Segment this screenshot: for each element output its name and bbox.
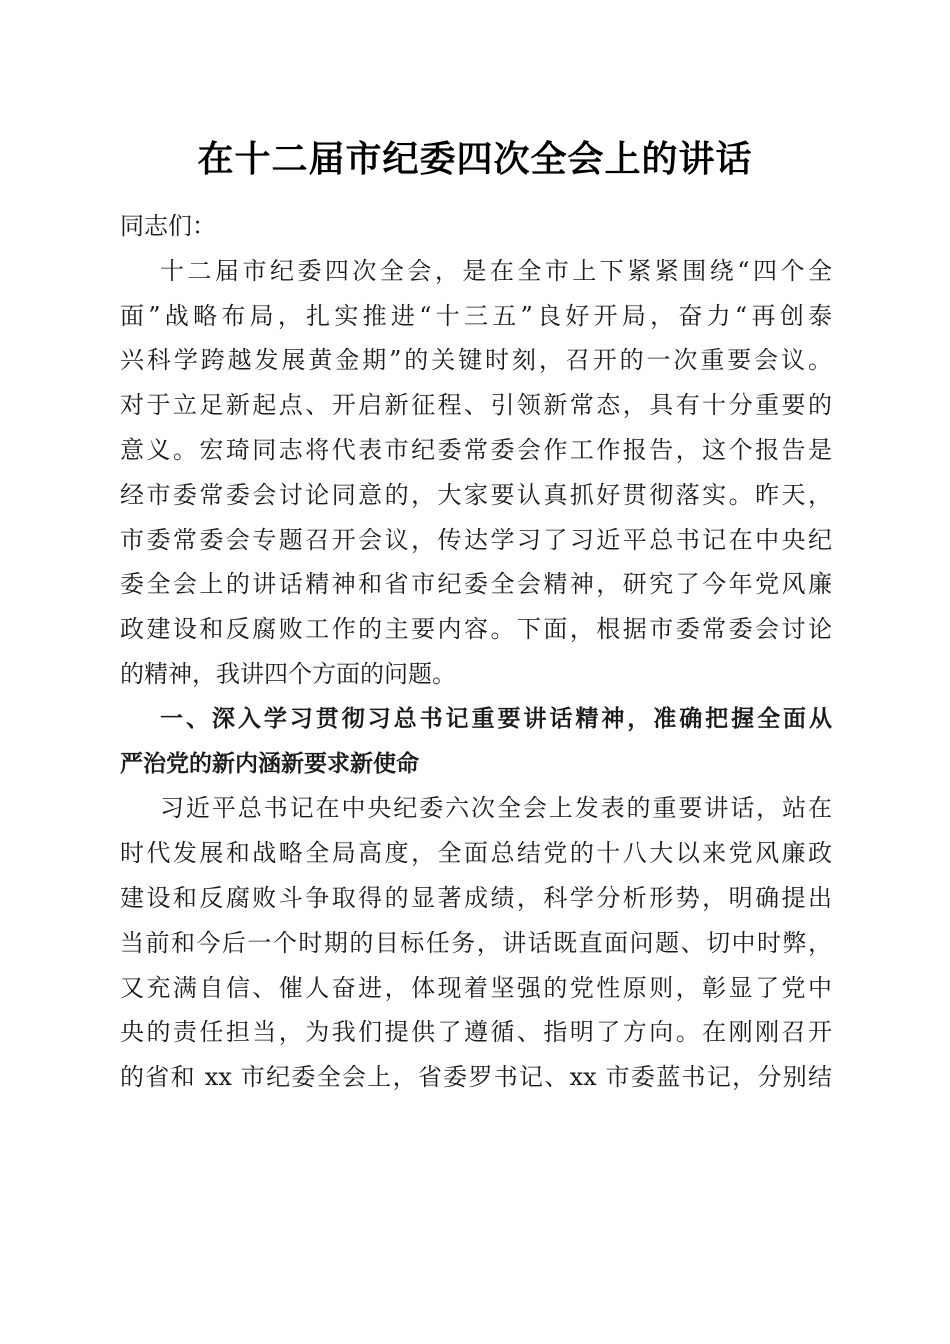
section-heading-line: 严治党的新内涵新要求新使命 (120, 750, 419, 777)
paragraph-line: 经市委常委会讨论同意的，大家要认真抓好贯彻落实。昨天， (120, 480, 832, 509)
section-heading-line: 一、深入学习贯彻习总书记重要讲话精神，准确把握全面从 (160, 705, 832, 732)
paragraph-line: 的精神，我讲四个方面的问题。 (120, 659, 456, 688)
paragraph-line: 意义。宏琦同志将代表市纪委常委会作工作报告，这个报告是 (120, 435, 832, 464)
paragraph-line: 时代发展和战略全局高度，全面总结党的十八大以来党风廉政 (120, 839, 832, 868)
paragraph-line: 委全会上的讲话精神和省市纪委全会精神，研究了今年党风廉 (120, 570, 832, 599)
paragraph-line: 十二届市纪委四次全会，是在全市上下紧紧围绕“四个全 (160, 256, 832, 285)
paragraph-line: 的省和 xx 市纪委全会上，省委罗书记、xx 市委蓝书记，分别结 (120, 1063, 832, 1092)
paragraph-line: 央的责任担当，为我们提供了遵循、指明了方向。在刚刚召开 (120, 1018, 832, 1047)
paragraph-line: 习近平总书记在中央纪委六次全会上发表的重要讲话，站在 (160, 794, 832, 823)
paragraph-line: 同志们： (120, 212, 216, 240)
paragraph-line: 兴科学跨越发展黄金期”的关键时刻，召开的一次重要会议。 (120, 346, 832, 375)
paragraph-line: 市委常委会专题召开会议，传达学习了习近平总书记在中央纪 (120, 525, 832, 554)
document-title: 在十二届市纪委四次全会上的讲话 (197, 138, 753, 180)
document-body (120, 204, 832, 1100)
paragraph-line: 又充满自信、催人奋进，体现着坚强的党性原则，彰显了党中 (120, 973, 832, 1002)
paragraph-line: 建设和反腐败斗争取得的显著成绩，科学分析形势，明确提出 (120, 883, 832, 912)
paragraph-line: 对于立足新起点、开启新征程、引领新常态，具有十分重要的 (120, 391, 832, 420)
paragraph-line: 政建设和反腐败工作的主要内容。下面，根据市委常委会讨论 (120, 615, 832, 644)
paragraph-line: 面”战略布局，扎实推进“十三五”良好开局，奋力“再创泰 (120, 301, 832, 330)
paragraph-line: 当前和今后一个时期的目标任务，讲话既直面问题、切中时弊， (120, 928, 832, 957)
